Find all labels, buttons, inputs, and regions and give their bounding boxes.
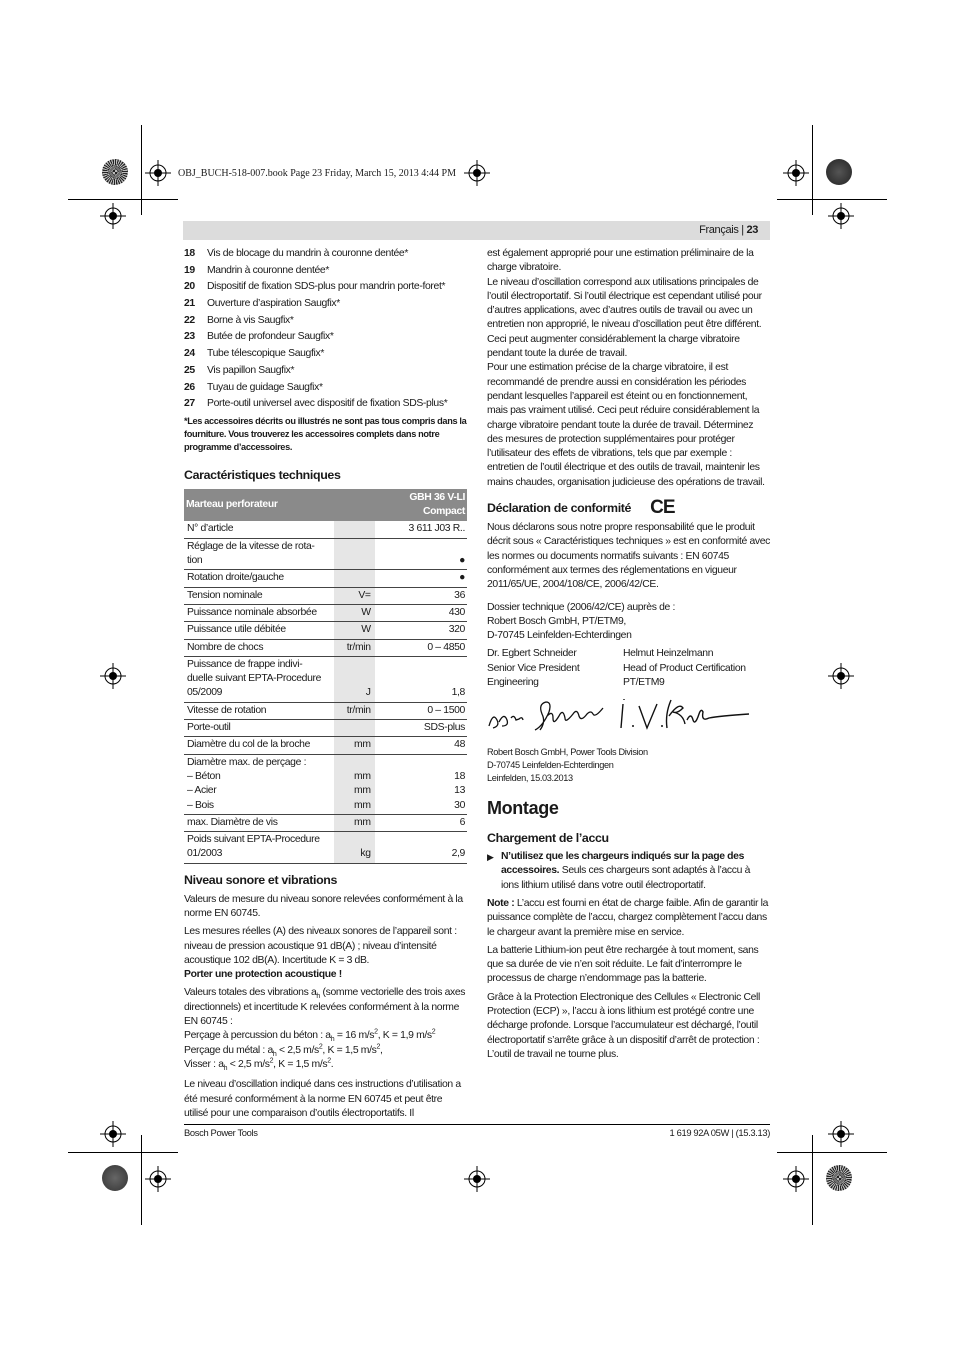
body-paragraph: Pour une estimation précise de la charge vibratoire, il est recommandé de prendre aussi en considération les périodes pendant lesquelles l’appareil est éteint ou en fonctionnement, mais pas vraiment utilisé. Ceci peut réduire considérablement la charge vibratoire pendant toute la durée de travail. Déterminez des mesures de protection supplémentaires pour protéger l’utilisateur des effets de vibrations, tels que par exemple : entretien de l’outil électrique et des outils de travail, maintenir les mains chaudes, organisation judicieuse des opérations de travail.: [487, 362, 765, 488]
parts-list-item: [184, 297, 467, 311]
vibration-uncertainty: , K = 1,5 m/s: [273, 1058, 328, 1070]
signatory-1: [487, 647, 623, 690]
parts-list-item: [184, 247, 467, 261]
subscript: h: [316, 993, 320, 1001]
parts-list-item: [184, 330, 467, 344]
color-bar-rosette-icon: [826, 1165, 852, 1191]
declaration-heading-row: [487, 499, 770, 517]
color-bar-rosette-icon: [826, 159, 852, 185]
registration-mark-icon: [100, 203, 126, 229]
dossier-line: Dossier technique (2006/42/CE) auprès de :: [487, 601, 676, 613]
registration-mark-icon: [100, 1121, 126, 1147]
ecp-paragraph: Grâce à la Protection Electronique des Cellules « Electronic Cell Protection (ECP) », l’accu à ions lithium est protégé contre une décharge profonde. Lorsque l’accumulateur est déchargé, l’outil électroportatif s’arrête grâce à un dispositif d’arrêt de protection : L’outil de travail ne tourne plus.: [487, 991, 760, 1060]
spec-name: Poids suivant EPTA-Procedure 01/2003: [184, 832, 334, 864]
vibration-text: Valeurs totales des vibrations a: [184, 987, 317, 999]
tech-table-row: [184, 832, 467, 864]
tech-table-row: [184, 570, 467, 587]
spec-unit: [334, 538, 375, 570]
hearing-protection-note: Porter une protection acoustique !: [184, 969, 342, 981]
vibration-label: Perçage à percussion du béton : a: [184, 1030, 331, 1042]
parts-list-item: [184, 280, 467, 294]
tech-col-model: GBH 36 V-LI Compact: [375, 489, 467, 522]
spec-value: ●: [375, 570, 467, 587]
spec-name: Diamètre max. de perçage : – Béton – Acier – Bois: [184, 754, 334, 814]
tech-table-row: [184, 737, 467, 754]
registration-mark-icon: [783, 1166, 809, 1192]
spec-unit: mm mm mm: [334, 754, 375, 814]
spec-name: Puissance de frappe indivi- duelle suivant EPTA-Procedure 05/2009: [184, 656, 334, 702]
spec-unit: J: [334, 656, 375, 702]
tech-table-row: [184, 538, 467, 570]
vibration-text: (somme vectorielle des trois axes directionnels) et incertitude K relevées conformément à la norme EN 60745 :: [184, 987, 466, 1028]
vibration-uncertainty: , K = 1,5 m/s: [322, 1044, 377, 1056]
declaration-heading: Déclaration de conformité: [487, 501, 632, 516]
spec-unit: [334, 521, 375, 538]
accessory-note: *Les accessoires décrits ou illustrés ne sont pas tous compris dans la fourniture. Vous trouverez les accessoires complets dans notre programme d’accessoires.: [184, 416, 467, 453]
noise-heading: Niveau sonore et vibrations: [184, 872, 338, 887]
tech-table-row: [184, 521, 467, 538]
footer-brand: Bosch Power Tools: [184, 1127, 258, 1138]
tech-table-row: [184, 754, 467, 814]
vibration-uncertainty: , K = 1,9 m/s: [377, 1030, 432, 1042]
part-number: 23: [184, 331, 195, 343]
parts-list-item: [184, 397, 467, 411]
part-number: 21: [184, 298, 195, 310]
signatory-title: PT/ETM9: [623, 677, 665, 689]
vibration-label: Visser : a: [184, 1058, 224, 1070]
part-label: Vis papillon Saugfix*: [207, 364, 295, 376]
color-bar-rosette-icon: [102, 1165, 128, 1191]
registration-mark-icon: [783, 160, 809, 186]
spec-unit: [334, 720, 375, 737]
superscript: 2: [318, 1043, 323, 1051]
signatories: [487, 647, 770, 690]
spec-name: max. Diamètre de vis: [184, 814, 334, 831]
signatory-title: Senior Vice President: [487, 662, 580, 674]
tech-table-row: [184, 702, 467, 719]
spec-unit: mm: [334, 737, 375, 754]
spec-value: SDS-plus: [375, 720, 467, 737]
charger-warning-text: [501, 850, 770, 893]
warning-text: Seuls ces chargeurs sont adaptés à l’accu à ions lithium utilisé dans votre outil électroportatif.: [501, 865, 751, 891]
vibration-value-line: Visser : $a_h < 2,5$ $m/s^2$, K = 1,5 $m/s^2$.: [184, 1057, 334, 1073]
parts-list-item: [184, 264, 467, 278]
superscript: 2: [376, 1043, 381, 1051]
part-label: Borne à vis Saugfix*: [207, 314, 294, 326]
footer-docnum: 1 619 92A 05W | (15.3.13): [669, 1127, 770, 1138]
battery-paragraph: La batterie Lithium-ion peut être rechargée à tout moment, sans que sa durée de vie n’en soit réduite. Le fait d’interrompre le processus de charge n’endommage pas la batterie.: [487, 944, 759, 985]
company-address: Robert Bosch GmbH, Power Tools Division: [487, 747, 648, 758]
noise-paragraph: Les mesures réelles (A) des niveaux sonores de l’appareil sont : niveau de pression acoustique 91 dB(A) ; niveau d’intensité acoustique 102 dB(A). Incertitude K = 3 dB.: [184, 926, 457, 966]
registration-mark-icon: [828, 663, 854, 689]
spec-name: Tension nominale: [184, 587, 334, 604]
spec-value: 36: [375, 587, 467, 604]
superscript: 2: [374, 1028, 378, 1036]
note-text: L’accu est fourni en état de charge faible. Afin de garantir la puissance complète de l’accu, chargez complètement l’accu dans le chargeur avant la première mise en service.: [487, 897, 769, 938]
part-label: Porte-outil universel avec dispositif de fixation SDS-plus*: [207, 398, 448, 410]
spec-value: 3 611 J03 R..: [375, 521, 467, 538]
tech-table-row: [184, 604, 467, 621]
spec-unit: tr/min: [334, 639, 375, 656]
spec-name: Réglage de la vitesse de rota- tion: [184, 538, 334, 570]
part-number: 18: [184, 248, 195, 259]
spec-value: 1,8: [375, 656, 467, 702]
subscript: h: [272, 1050, 277, 1058]
subscript: h: [330, 1036, 335, 1044]
part-label: Mandrin à couronne dentée*: [207, 264, 330, 276]
montage-heading: Montage: [487, 798, 559, 819]
spec-value: 18 13 30: [375, 754, 467, 814]
registration-mark-icon: [145, 1166, 171, 1192]
part-number: 27: [184, 398, 195, 410]
body-paragraph: Le niveau d’oscillation correspond aux utilisations principales de l’outil électroportatif. Si l’outil électrique est cependant utilisé pour d’autres applications, avec d’autres outils de travail ou avec un entretien non approprié, le niveau d’oscillation peut être différent. Ceci peut augmenter considérablement la charge vibratoire pendant toute la durée de travail.: [487, 276, 762, 360]
part-label: Butée de profondeur Saugfix*: [207, 331, 334, 343]
registration-mark-icon: [464, 1166, 490, 1192]
registration-mark-icon: [828, 1121, 854, 1147]
tech-table-row: [184, 814, 467, 831]
part-label: Vis de blocage du mandrin à couronne dentée*: [207, 248, 409, 259]
part-label: Dispositif de fixation SDS-plus pour mandrin porte-foret*: [207, 281, 446, 293]
oscillation-paragraph: Le niveau d’oscillation indiqué dans ces instructions d’utilisation a été mesuré conformément à la norme EN 60745 et peut être utilisé pour une comparaison d’outils électroportatifs. Il: [184, 1079, 461, 1119]
signatory-name: Helmut Heinzelmann: [623, 648, 714, 660]
vibration-value-line: Perçage du métal : $a_h < 2,5$ $m/s^2$, K = 1,5 $m/s^2$,: [184, 1043, 383, 1058]
tech-heading: Caractéristiques techniques: [184, 467, 341, 482]
page-header-label: [699, 223, 758, 237]
part-number: 20: [184, 281, 195, 293]
note-label: Note :: [487, 897, 515, 909]
tech-col-product: Marteau perforateur: [184, 489, 375, 522]
part-label: Tuyau de guidage Saugfix*: [207, 381, 323, 393]
spec-value: 6: [375, 814, 467, 831]
vibration-paragraph: [184, 986, 467, 1029]
body-paragraph: est également approprié pour une estimation préliminaire de la charge vibratoire.: [487, 248, 754, 274]
spec-name: N° d’article: [184, 521, 334, 538]
superscript: 2: [431, 1028, 436, 1036]
warning-bold: N’utilisez que les chargeurs indiqués sur la page des accessoires.: [501, 851, 745, 877]
spec-name: Puissance utile débitée: [184, 622, 334, 639]
spec-value: ●: [375, 538, 467, 570]
part-number: 24: [184, 348, 195, 360]
registration-mark-icon: [464, 160, 490, 186]
part-label: Tube télescopique Saugfix*: [207, 348, 325, 360]
spec-unit: V=: [334, 587, 375, 604]
spec-name: Nombre de chocs: [184, 639, 334, 656]
vibration-value-line: [184, 1029, 467, 1043]
registration-mark-icon: [100, 663, 126, 689]
parts-list-item: [184, 347, 467, 361]
spec-name: Porte-outil: [184, 720, 334, 737]
color-bar-rosette-icon: [102, 159, 128, 185]
tech-table-row: [184, 587, 467, 604]
vibration-value: < 2,5 m/s: [227, 1058, 270, 1070]
part-number: 22: [184, 314, 195, 326]
tech-table-header: [184, 489, 467, 522]
signatory-title: Head of Product Certification: [623, 662, 746, 674]
spec-unit: tr/min: [334, 702, 375, 719]
spec-unit: W: [334, 622, 375, 639]
spec-unit: W: [334, 604, 375, 621]
signature-image: [487, 696, 770, 736]
vibration-value: = 16 m/s: [334, 1030, 375, 1042]
note-paragraph: [487, 897, 770, 940]
declaration-paragraph: Nous déclarons sous notre propre responsabilité que le produit décrit sous « Caractéristiques techniques » est en conformité avec les normes ou documents normatifs suivants : EN 60745 conformément aux termes des réglementations en vigueur 2011/65/UE, 2004/108/CE, 2006/42/CE.: [487, 522, 771, 591]
spec-unit: [334, 570, 375, 587]
spec-name: Diamètre du col de la broche: [184, 737, 334, 754]
part-number: 26: [184, 381, 195, 393]
spec-name: Vitesse de rotation: [184, 702, 334, 719]
signatory-2: [623, 647, 746, 690]
parts-list-item: [184, 314, 467, 328]
page-number: 23: [746, 224, 758, 236]
part-number: 25: [184, 364, 195, 376]
footer-rule: [184, 1124, 770, 1125]
declaration-date: Leinfelden, 15.03.2013: [487, 772, 573, 783]
spec-unit: mm: [334, 814, 375, 831]
charger-warning: [487, 850, 770, 893]
spec-name: Puissance nominale absorbée: [184, 604, 334, 621]
spec-name: Rotation droite/gauche: [184, 570, 334, 587]
ce-mark-icon: CE: [650, 497, 675, 519]
bullet-arrow-icon: ▶: [487, 852, 494, 863]
spec-unit: kg: [334, 832, 375, 864]
print-header: OBJ_BUCH-518-007.book Page 23 Friday, March 15, 2013 4:44 PM: [178, 168, 456, 179]
dossier-line: Robert Bosch GmbH, PT/ETM9,: [487, 615, 626, 627]
signatory-title: Engineering: [487, 677, 539, 689]
page-header-bar: [183, 221, 770, 240]
company-address: D-70745 Leinfelden-Echterdingen: [487, 759, 614, 770]
charging-heading: Chargement de l’accu: [487, 831, 609, 846]
spec-value: 0 – 1500: [375, 702, 467, 719]
tech-table-row: [184, 639, 467, 656]
spec-value: 430: [375, 604, 467, 621]
parts-list-item: [184, 381, 467, 395]
vibration-label: Perçage du métal : a: [184, 1044, 273, 1056]
right-column: [487, 247, 770, 1062]
noise-paragraph: Valeurs de mesure du niveau sonore relevées conformément à la norme EN 60745.: [184, 893, 463, 919]
language-label: Français: [699, 224, 739, 236]
dossier-line: D-70745 Leinfelden-Echterdingen: [487, 630, 632, 642]
superscript: 2: [327, 1057, 331, 1065]
part-number: 19: [184, 264, 195, 276]
parts-list-item: [184, 364, 467, 378]
tech-table-row: [184, 622, 467, 639]
tech-table: [184, 489, 467, 864]
superscript: 2: [269, 1057, 274, 1065]
tech-table-row: [184, 720, 467, 737]
subscript: h: [223, 1065, 228, 1073]
parts-list: [184, 247, 467, 411]
spec-value: 320: [375, 622, 467, 639]
spec-value: 2,9: [375, 832, 467, 864]
spec-value: 0 – 4850: [375, 639, 467, 656]
signatory-name: Dr. Egbert Schneider: [487, 648, 577, 660]
tech-table-row: [184, 656, 467, 702]
vibration-value: < 2,5 m/s: [276, 1044, 319, 1056]
registration-mark-icon: [828, 203, 854, 229]
part-label: Ouverture d’aspiration Saugfix*: [207, 298, 340, 310]
registration-mark-icon: [145, 160, 171, 186]
spec-value: 48: [375, 737, 467, 754]
left-column: [184, 247, 467, 1121]
header-separator: |: [741, 224, 744, 236]
